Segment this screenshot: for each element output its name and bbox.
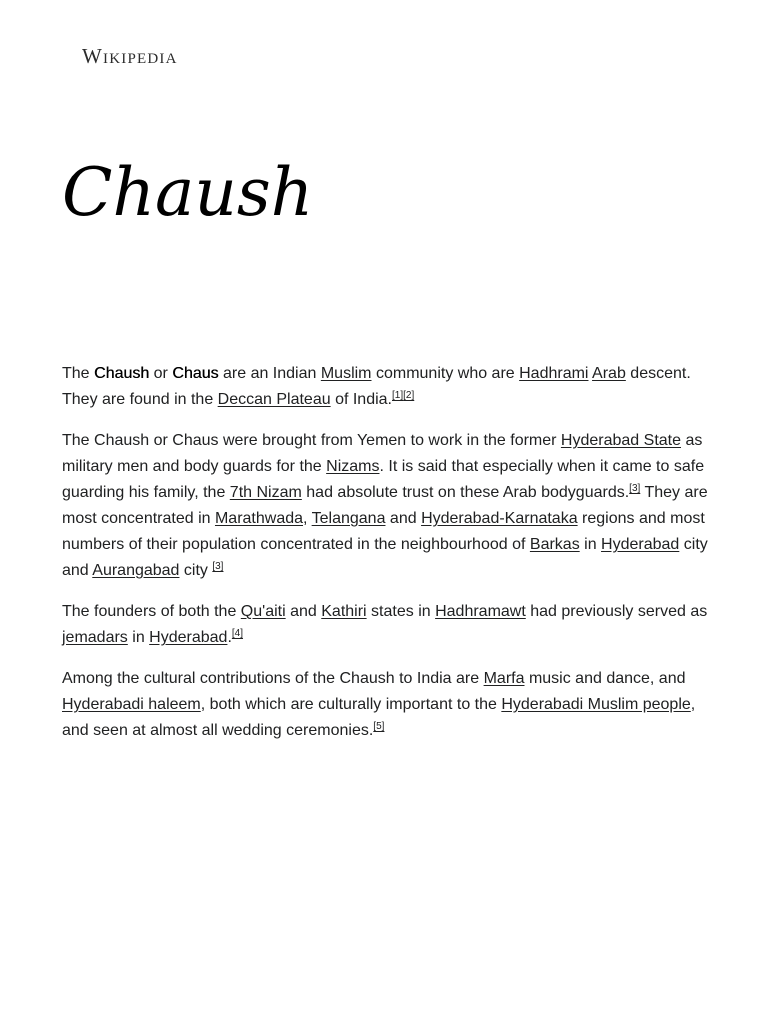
link-7th-nizam[interactable]: 7th Nizam: [229, 484, 302, 501]
link-hyderabadi-muslim-people[interactable]: Hyderabadi Muslim people: [501, 696, 691, 713]
text: They are most concentrated in: [62, 484, 708, 527]
text: of India.: [330, 391, 392, 408]
link-arab[interactable]: Arab: [592, 365, 626, 382]
text: are an Indian: [218, 365, 321, 382]
link-hyderabad[interactable]: Hyderabad: [601, 536, 680, 553]
link-hyderabad-state[interactable]: Hyderabad State: [560, 432, 681, 449]
paragraph-4: [62, 666, 708, 744]
reference-link-3b[interactable]: [3]: [212, 561, 224, 572]
text: and: [385, 510, 422, 527]
link-hadhramawt[interactable]: Hadhramawt: [435, 603, 526, 620]
bold-term-chaush: Chaush: [94, 365, 150, 382]
article-body: [62, 361, 708, 759]
link-quaiti[interactable]: Qu'aiti: [240, 603, 286, 620]
text: The founders of both the: [62, 603, 241, 620]
site-header: [82, 42, 178, 72]
text: states in: [366, 603, 436, 620]
reference-link-2[interactable]: [2]: [403, 390, 415, 401]
paragraph-1: [62, 361, 708, 413]
text: or: [149, 365, 173, 382]
text: had previously served as: [525, 603, 708, 620]
text: had absolute trust on these Arab bodyguards.: [301, 484, 630, 501]
reference-3: [629, 483, 640, 494]
link-marathwada[interactable]: Marathwada: [214, 510, 304, 527]
text: as military men and body guards for the: [62, 432, 703, 475]
link-deccan-plateau[interactable]: Deccan Plateau: [217, 391, 331, 408]
text: in: [127, 629, 150, 646]
link-hyderabadi-haleem[interactable]: Hyderabadi haleem: [62, 696, 201, 713]
text: .: [227, 629, 232, 646]
reference-link-5[interactable]: [5]: [373, 721, 385, 732]
reference-link-4[interactable]: [4]: [231, 628, 244, 639]
text: descent. They are found in the: [62, 365, 691, 408]
text: , both which are culturally important to the: [200, 696, 502, 713]
text: community who are: [371, 365, 520, 382]
wikipedia-wordmark-link[interactable]: Wikipedia: [82, 44, 178, 68]
link-hyderabad-2[interactable]: Hyderabad: [149, 629, 228, 646]
text: The: [62, 365, 95, 382]
text: . It is said that especially when it came to safe guarding his family, the: [62, 458, 705, 501]
link-nizams[interactable]: Nizams: [326, 458, 380, 475]
reference-link-1[interactable]: [1]: [392, 390, 404, 401]
link-kathiri[interactable]: Kathiri: [321, 603, 367, 620]
paragraph-3: [62, 599, 708, 651]
text: city and: [62, 536, 708, 579]
link-hadhrami[interactable]: Hadhrami: [519, 365, 589, 382]
bold-term-chaus: Chaus: [172, 365, 219, 382]
text: regions and most numbers of their population concentrated in the neighbourhood of: [62, 510, 705, 553]
text: Among the cultural contributions of the Chaush to India are: [62, 670, 484, 687]
link-marfa[interactable]: Marfa: [483, 670, 525, 687]
link-aurangabad[interactable]: Aurangabad: [92, 562, 180, 579]
paragraph-2: [62, 428, 708, 584]
text: city: [179, 562, 213, 579]
reference-4: [232, 628, 243, 639]
page-title: Chaush: [62, 154, 314, 231]
text: The Chaush or Chaus were brought from Yemen to work in the former: [62, 432, 561, 449]
text: music and dance, and: [524, 670, 686, 687]
reference-link-3[interactable]: [3]: [629, 483, 641, 494]
reference-5: [373, 721, 384, 732]
reference-3b: [212, 561, 223, 572]
reference-1: [392, 390, 403, 401]
link-hyderabad-karnataka[interactable]: Hyderabad-Karnataka: [421, 510, 578, 527]
link-muslim[interactable]: Muslim: [320, 365, 372, 382]
link-barkas[interactable]: Barkas: [529, 536, 580, 553]
link-jemadars[interactable]: jemadars: [62, 629, 128, 646]
link-telangana[interactable]: Telangana: [311, 510, 386, 527]
reference-2: [403, 390, 414, 401]
text: and: [285, 603, 322, 620]
text: in: [579, 536, 602, 553]
text: ,: [303, 510, 312, 527]
text: , and seen at almost all wedding ceremonies.: [62, 696, 696, 739]
